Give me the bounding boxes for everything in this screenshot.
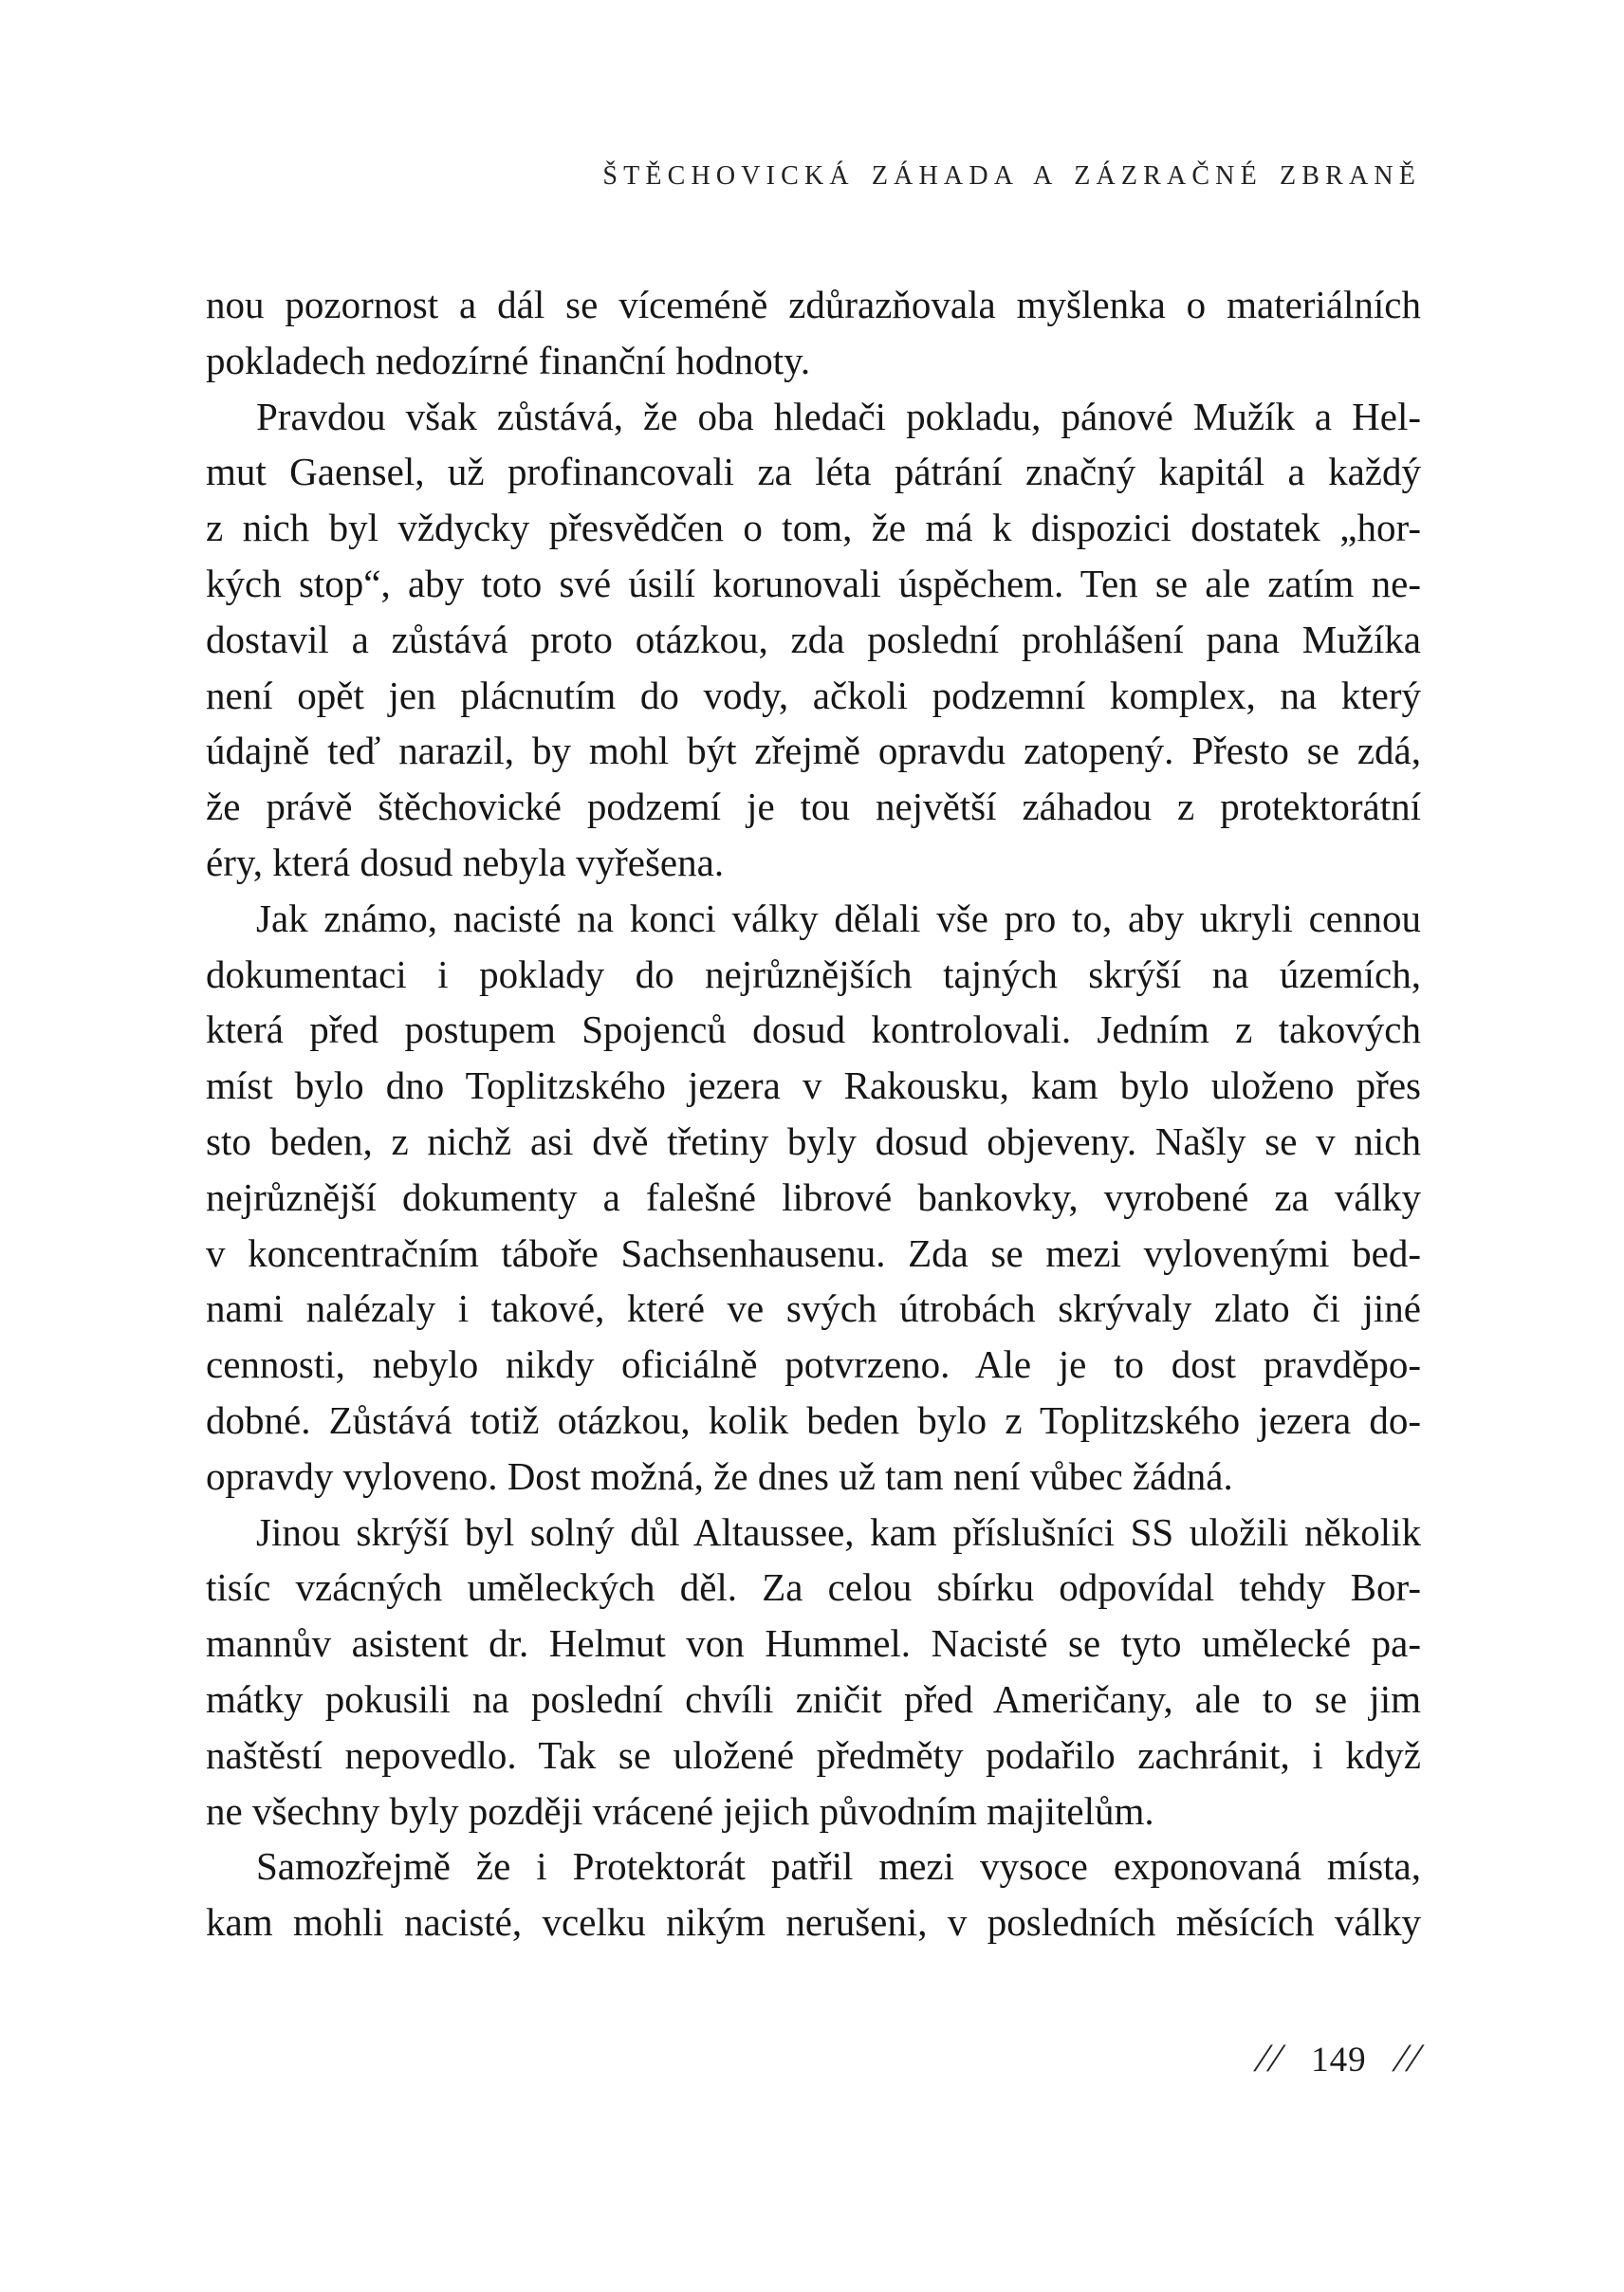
text-line: nejrůznější dokumenty a falešné librové bankovky, vyrobené za války: [206, 1174, 1421, 1219]
text-line: mannův asistent dr. Helmut von Hummel. Nacisté se tyto umělecké pa-: [206, 1621, 1421, 1666]
text-line: míst bylo dno Toplitzského jezera v Rakousku, kam bylo uloženo přes: [206, 1063, 1421, 1108]
text-line: pokladech nedozírné finanční hodnoty.: [206, 338, 811, 382]
text-line: Jinou skrýší byl solný důl Altaussee, kam příslušníci SS uložili několik: [256, 1509, 1421, 1554]
text-line: nami nalézaly i takové, které ve svých útrobách skrývaly zlato či jiné: [206, 1286, 1421, 1331]
page-footer: [206, 2036, 1425, 2081]
text-line: éry, která dosud nebyla vyřešena.: [206, 840, 725, 884]
text-line: mut Gaensel, už profinancovali za léta pátrání značný kapitál a každý: [206, 450, 1421, 494]
text-line: údajně teď narazil, by mohl být zřejmě opravdu zatopený. Přesto se zdá,: [206, 729, 1421, 773]
text-line: dobné. Zůstává totiž otázkou, kolik beden bylo z Toplitzského jezera do-: [206, 1397, 1421, 1442]
text-line: naštěstí nepovedlo. Tak se uložené předměty podařilo zachránit, i když: [206, 1732, 1421, 1777]
running-head: ŠTĚCHOVICKÁ ZÁHADA A ZÁZRAČNÉ ZBRANĚ: [602, 161, 1421, 191]
text-line: dostavil a zůstává proto otázkou, zda poslední prohlášení pana Mužíka: [206, 617, 1421, 661]
text-line: z nich byl vždycky přesvědčen o tom, že má k dispozici dostatek „hor-: [206, 506, 1421, 550]
text-line: Jak známo, nacisté na konci války dělali vše pro to, aby ukryli cennou: [256, 896, 1421, 940]
text-line: kam mohli nacisté, vcelku nikým nerušeni, v posledních měsících války: [206, 1900, 1421, 1945]
text-line: nou pozornost a dál se víceméně zdůrazňovala myšlenka o materiálních: [206, 283, 1421, 326]
body-text: [206, 277, 1421, 1950]
text-line: opravdy vyloveno. Dost možná, že dnes už tam není vůbec žádná.: [206, 1453, 1233, 1498]
text-line: Samozřejmě že i Protektorát patřil mezi vysoce exponovaná místa,: [256, 1844, 1421, 1889]
text-line: která před postupem Spojenců dosud kontrolovali. Jedním z takových: [206, 1007, 1421, 1052]
text-line: cennosti, nebylo nikdy oficiálně potvrzeno. Ale je to dost pravděpo-: [206, 1342, 1421, 1387]
text-line: Pravdou však zůstává, že oba hledači pokladu, pánové Mužík a Hel-: [256, 394, 1421, 438]
slash-ornament-right: //: [1392, 2037, 1425, 2080]
text-line: v koncentračním táboře Sachsenhausenu. Zda se mezi vylovenými bed-: [206, 1230, 1421, 1275]
text-line: kých stop“, aby toto své úsilí korunovali úspěchem. Ten se ale zatím ne-: [206, 561, 1421, 605]
text-line: mátky pokusili na poslední chvíli zničit před Američany, ale to se jim: [206, 1676, 1421, 1721]
text-line: ne všechny byly později vrácené jejich původním majitelům.: [206, 1788, 1154, 1833]
text-line: není opět jen plácnutím do vody, ačkoli podzemní komplex, na který: [206, 673, 1421, 717]
slash-ornament-left: //: [1253, 2037, 1286, 2080]
text-line: tisíc vzácných uměleckých děl. Za celou sbírku odpovídal tehdy Bor-: [206, 1565, 1421, 1610]
page-number: 149: [1311, 2041, 1367, 2079]
text-line: že právě štěchovické podzemí je tou největší záhadou z protektorátní: [206, 785, 1421, 829]
text-line: sto beden, z nichž asi dvě třetiny byly dosud objeveny. Našly se v nich: [206, 1118, 1421, 1163]
text-line: dokumentaci i poklady do nejrůznějších tajných skrýší na územích,: [206, 952, 1421, 996]
